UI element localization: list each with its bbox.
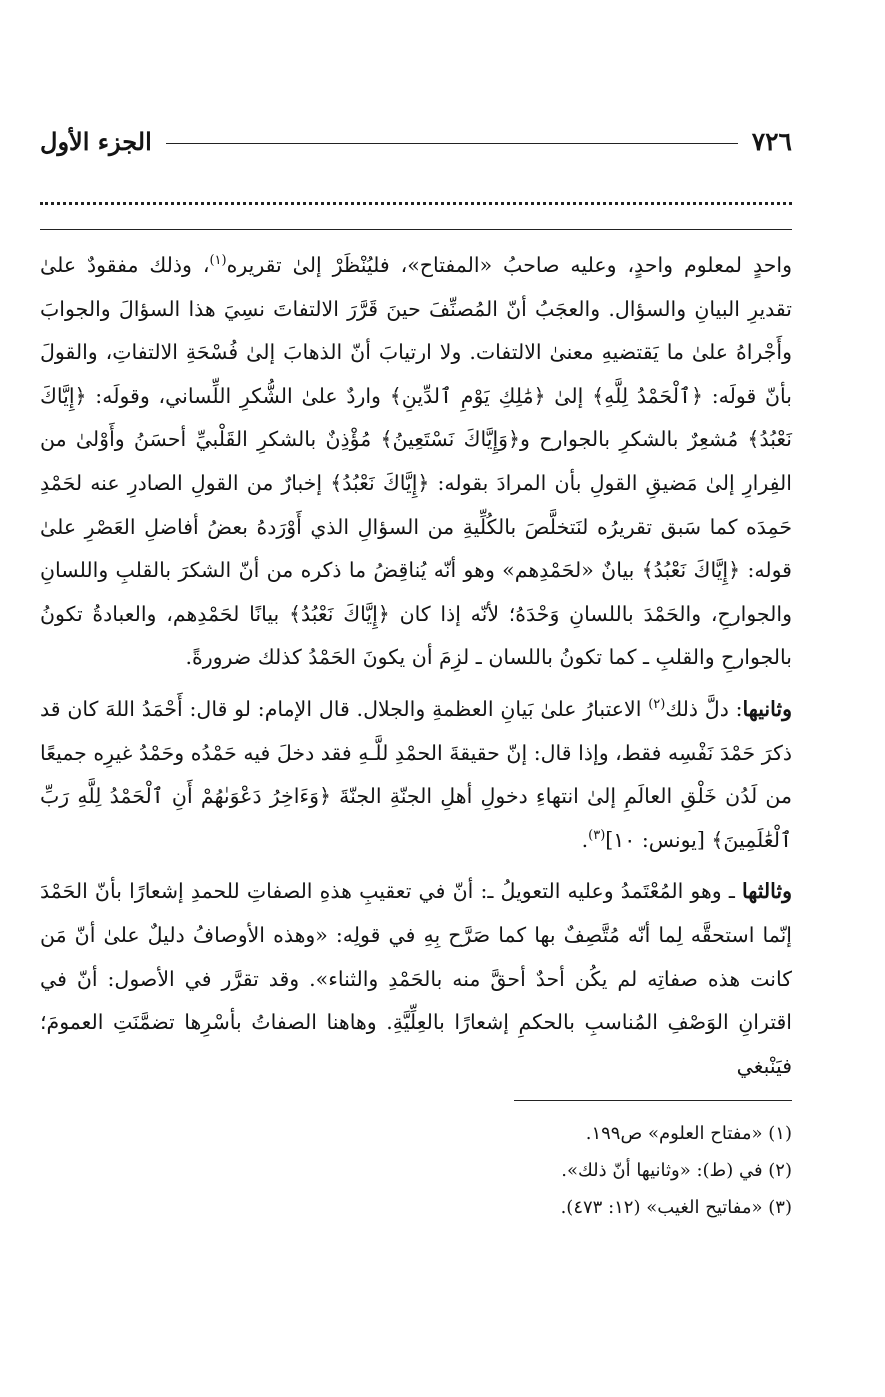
page-body xyxy=(40,244,792,1088)
paragraph-1 xyxy=(40,244,792,680)
paragraph-2-lead: وثانيها xyxy=(742,696,792,721)
page-number: ٧٢٦ xyxy=(751,126,792,156)
paragraph-3-lead: وثالثها xyxy=(742,879,792,904)
page-header xyxy=(40,118,792,164)
paragraph-1-text: واحدٍ لمعلوم واحدٍ، وعليه صاحبُ «المفتاح»، فليُنْظَرْ إلىٰ تقريره xyxy=(226,253,792,277)
paragraph-2-text: : دلَّ ذلك xyxy=(665,696,743,721)
footnote-1: (١) «مفتاح العلوم» ص١٩٩. xyxy=(585,1123,792,1145)
paragraph-1-text-continued: ، وذلك مفقودٌ علىٰ تقديرِ البيانِ والسؤال. والعجَبُ أنّ المُصنِّفَ حينَ قَرَّرَ الالتفاتَ نسِيَ هذا السؤالَ والجوابَ وأَجْراهُ علىٰ ما يَقتضيهِ معنىٰ الالتفات. ولا ارتيابَ أنّ الذهابَ إلىٰ فُسْحَةِ الالتفاتِ، والقولَ بأنّ قولَه: ﴿ٱلْحَمْدُ لِلَّهِ﴾ إلىٰ ﴿مَٰلِكِ يَوْمِ ٱلدِّينِ﴾ واردٌ علىٰ الشُّكرِ اللِّساني، وقولَه: ﴿إِيَّاكَ نَعْبُدُ﴾ مُشعِرٌ بالشكرِ بالجوارح و﴿وَإِيَّاكَ نَسْتَعِينُ﴾ مُؤْذِنٌ بالشكرِ القَلْبيِّ أحسَنُ وأَوْلىٰ من الفِرارِ إلىٰ مَضيقِ القولِ بأن المرادَ بقوله: ﴿إِيَّاكَ نَعْبُدُ﴾ إخبارٌ من القولِ الصادرِ عنه لحَمْدِ حَمِدَه كما سَبق تقريرُه لنَتخلَّصَ بالكُلِّيةِ من السؤالِ الذي أَوْرَدهُ بعضُ أفاضلِ العَصْرِ علىٰ قوله: ﴿إِيَّاكَ نَعْبُدُ﴾ بيانٌ «لحَمْدِهم» وهو أنّه يُناقِضُ ما ذكره من أنّ الشكرَ بالقلبِ واللسانِ والجوارحِ، والحَمْدَ باللسانِ وَحْدَهُ؛ لأنّه إذا كان ﴿إِيَّاكَ نَعْبُدُ﴾ بيانًا لحَمْدِهم، والعبادةُ تكونُ بالجوارحِ والقلبِ ـ كما تكونُ باللسان ـ لزِمَ أن يكونَ الحَمْدُ كذلك ضرورةً. xyxy=(40,253,792,670)
top-divider xyxy=(40,229,792,230)
footnote-ref-2: (٢) xyxy=(648,697,666,713)
footnote-ref-3: (٣) xyxy=(588,827,606,843)
paragraph-2-text-continued: الاعتبارُ علىٰ بَيانِ العظمةِ والجلال. قال الإمام: لو قال: أَحْمَدُ اللهَ كان قد ذكرَ حَمْدَ نَفْسِه فقط، وإذا قال: إنّ حقيقةَ الحمْدِ للَّـهِ فقد دخلَ فيه حَمْدُه وحَمْدُ غيرِه جميعًا من لَدُن خَلْقِ العالَمِ إلىٰ انتهاءِ دخولِ أهلِ الجنّةِ الجنّةَ ﴿وَءَاخِرُ دَعْوَىٰهُمْ أَنِ ٱلْحَمْدُ لِلَّهِ رَبِّ ٱلْعَٰلَمِينَ﴾ [يونس: ١٠] xyxy=(40,696,792,852)
header-rule xyxy=(166,143,738,144)
footnote-divider xyxy=(514,1100,792,1101)
ellipsis-dots-line xyxy=(40,190,792,205)
paragraph-3-text: ـ وهو المُعْتَمدُ وعليه التعويلُ ـ: أنّ في تعقيبِ هذهِ الصفاتِ للحمدِ إشعارًا بأنّ الحَمْدَ إنّما استحقَّه لِما أنّه مُتَّصِفٌ بها كما صَرَّح بِهِ في قولِه: «وهذه الأوصافُ دليلٌ علىٰ أنّ مَن كانت هذه صفاتِه لم يكُن أحدٌ أحقَّ منه بالحَمْدِ والثناء». وقد تقرَّر في الأصول: أنّ في اقترانِ الوَصْفِ المُناسبِ بالحكمِ إشعارًا بالعِلِّيَّةِ. وهاهنا الصفاتُ بأسْرِها تضمَّنَتِ العمومَ؛ فيَنْبغي xyxy=(40,879,792,1078)
paragraph-3 xyxy=(40,870,792,1088)
footnotes xyxy=(40,1115,792,1226)
footnote-ref-1: (١) xyxy=(209,253,227,269)
paragraph-2 xyxy=(40,688,792,862)
book-page xyxy=(40,118,792,1226)
volume-title: الجزء الأول xyxy=(40,126,152,156)
paragraph-2-text-end: . xyxy=(581,827,589,852)
footnote-3: (٣) «مفاتيح الغيب» (١٢: ٤٧٣). xyxy=(560,1197,792,1219)
footnote-2: (٢) في (ط): «وثانيها أنّ ذلك». xyxy=(561,1160,792,1182)
